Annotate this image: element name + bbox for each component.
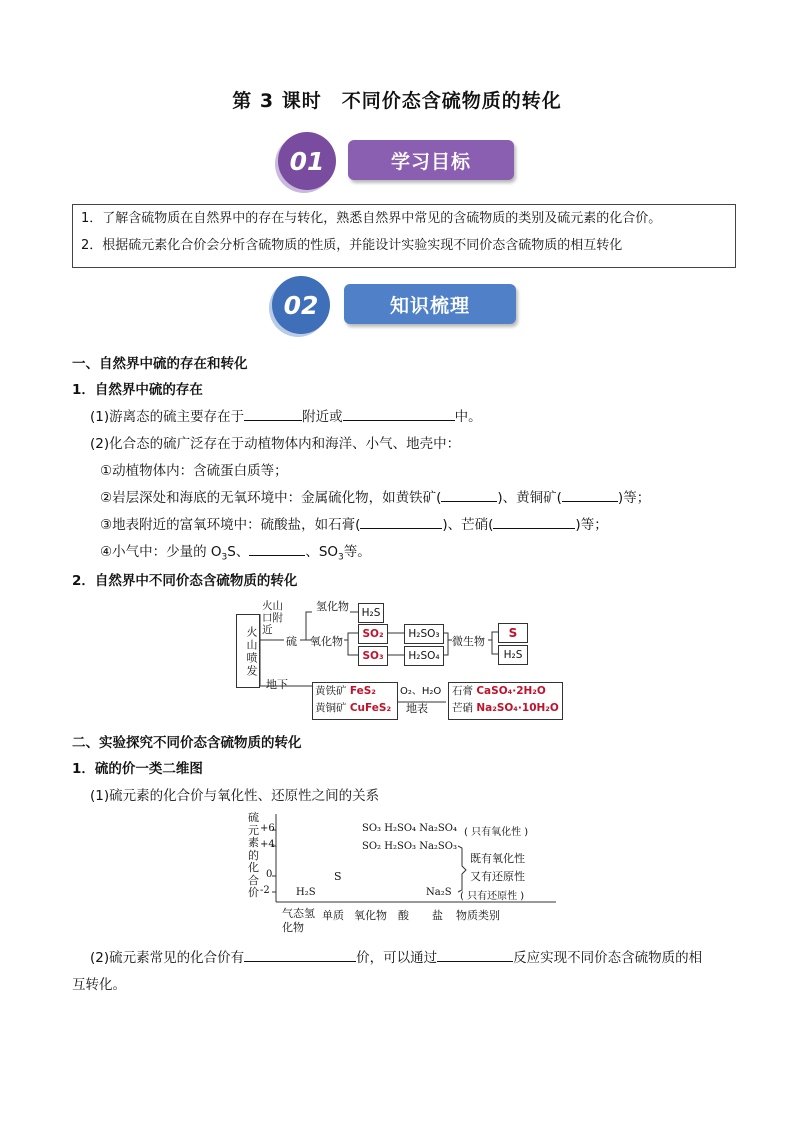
x-category: 氧化物 [354,909,387,922]
so2-box: SO₂ [358,624,388,644]
subheading: 1．硫的价一类二维图 [72,761,203,777]
x-category: 盐 [432,909,443,922]
volcano-box: 火山喷发 [236,614,260,688]
row-plus4: SO₂ H₂SO₃ Na₂SO₃ [362,841,457,852]
sulfate-mineral-box: 石膏 CaSO₄·2H₂O 芒硝 Na₂SO₄·10H₂O [448,682,563,720]
fill-blank[interactable] [441,487,497,502]
fill-blank[interactable] [244,947,356,962]
list-item: ④小气中：少量的 $O_3S$、 、$SO_3$等。 [100,540,371,563]
goal-item: 2．根据硫元素化合价会分析含硫物质的性质，并能设计实验实现不同价态含硫物质的相互转化 [81,238,623,253]
paragraph: (2)硫元素常见的化合价有 价，可以通过 反应实现不同价态含硫物质的相 [90,946,702,966]
row-zero: S [334,870,342,883]
s-box: S [498,623,528,643]
page-title: 第 3 课时 不同价态含硫物质的转化 [232,90,562,112]
subheading: 1．自然界中硫的存在 [72,382,203,398]
fill-blank[interactable] [437,947,513,962]
paragraph: 互转化。 [72,977,126,993]
so3-box: SO₃ [358,646,388,666]
row-minus2-note: ( 只有还原性 ) [460,891,525,902]
goals-box [72,204,736,268]
h2s-product-box: H₂S [498,645,528,665]
list-item: ③地表附近的富氧环境中：硫酸盐，如石膏( )、芒硝( )等； [100,513,608,533]
section-label: 学习目标 [348,140,514,180]
brace-note-1: 既有氧化性 [470,852,525,865]
goal-item: 1．了解含硫物质在自然界中的存在与转化，熟悉自然界中常见的含硫物质的类别及硫元素的化合价。 [81,211,662,226]
surface-label: 地表 [406,702,428,715]
paragraph: (1)硫元素的化合价与氧化性、还原性之间的关系 [90,788,380,804]
fill-blank[interactable] [343,406,455,421]
oxide-label: 氧化物 [310,635,343,648]
section-badge-goals [278,132,518,192]
reagents-label: O₂、H₂O [400,686,442,697]
microbe-label: 微生物 [452,635,485,648]
h2so4-box: H₂SO₄ [404,646,444,666]
brace-note-2: 又有还原性 [470,870,525,883]
heading-part1: 一、自然界中硫的存在和转化 [72,356,248,372]
h2s-box: H₂S [358,603,384,623]
sulfur-label: 硫 [286,635,297,648]
near-vent-label: 火山口附近 [262,600,283,636]
fill-blank[interactable] [249,541,305,556]
list-item: ①动植物体内：含硫蛋白质等； [100,463,288,479]
row-minus2-h2s: H₂S [296,887,316,898]
section-number: 01 [278,132,336,190]
sulfur-cycle-diagram [232,596,572,721]
section-badge-knowledge [272,276,522,336]
h2so3-box: H₂SO₃ [404,624,444,644]
fill-blank[interactable] [360,514,442,529]
section-label: 知识梳理 [344,284,516,324]
subheading: 2．自然界中不同价态含硫物质的转化 [72,573,298,589]
row-plus6: SO₃ H₂SO₄ Na₂SO₄ [362,823,457,834]
heading-part2: 二、实验探究不同价态含硫物质的转化 [72,735,302,751]
sulfide-ore-box: 黄铁矿 FeS₂ 黄铜矿 CuFeS₂ [312,682,398,720]
x-category: 单质 [322,909,344,922]
row-minus2-na2s: Na₂S [426,887,452,898]
fill-blank[interactable] [562,487,618,502]
x-axis-label: 物质类别 [456,909,500,922]
list-item: ②岩层深处和海底的无氧环境中：金属硫化物，如黄铁矿( )、黄铜矿( )等； [100,486,650,506]
y-tick: 0 [266,869,273,880]
x-category: 酸 [398,909,409,922]
paragraph: (1)游离态的硫主要存在于 附近或 中。 [90,405,482,425]
row-plus6-note: ( 只有氧化性 ) [464,827,529,838]
fill-blank[interactable] [493,514,575,529]
section-number: 02 [272,276,330,334]
y-tick: -2 [260,885,270,896]
y-tick: +6 [260,823,275,834]
valence-chart [244,810,564,940]
y-tick: +4 [260,839,275,850]
y-axis-label: 硫元素的化合价 [248,811,259,899]
fill-blank[interactable] [244,406,302,421]
hydride-label: 氢化物 [316,600,349,613]
underground-label: 地下 [266,678,288,691]
paragraph: (2)化合态的硫广泛存在于动植物体内和海洋、小气、地壳中： [90,436,461,452]
x-category: 气态氢化物 [282,907,315,934]
